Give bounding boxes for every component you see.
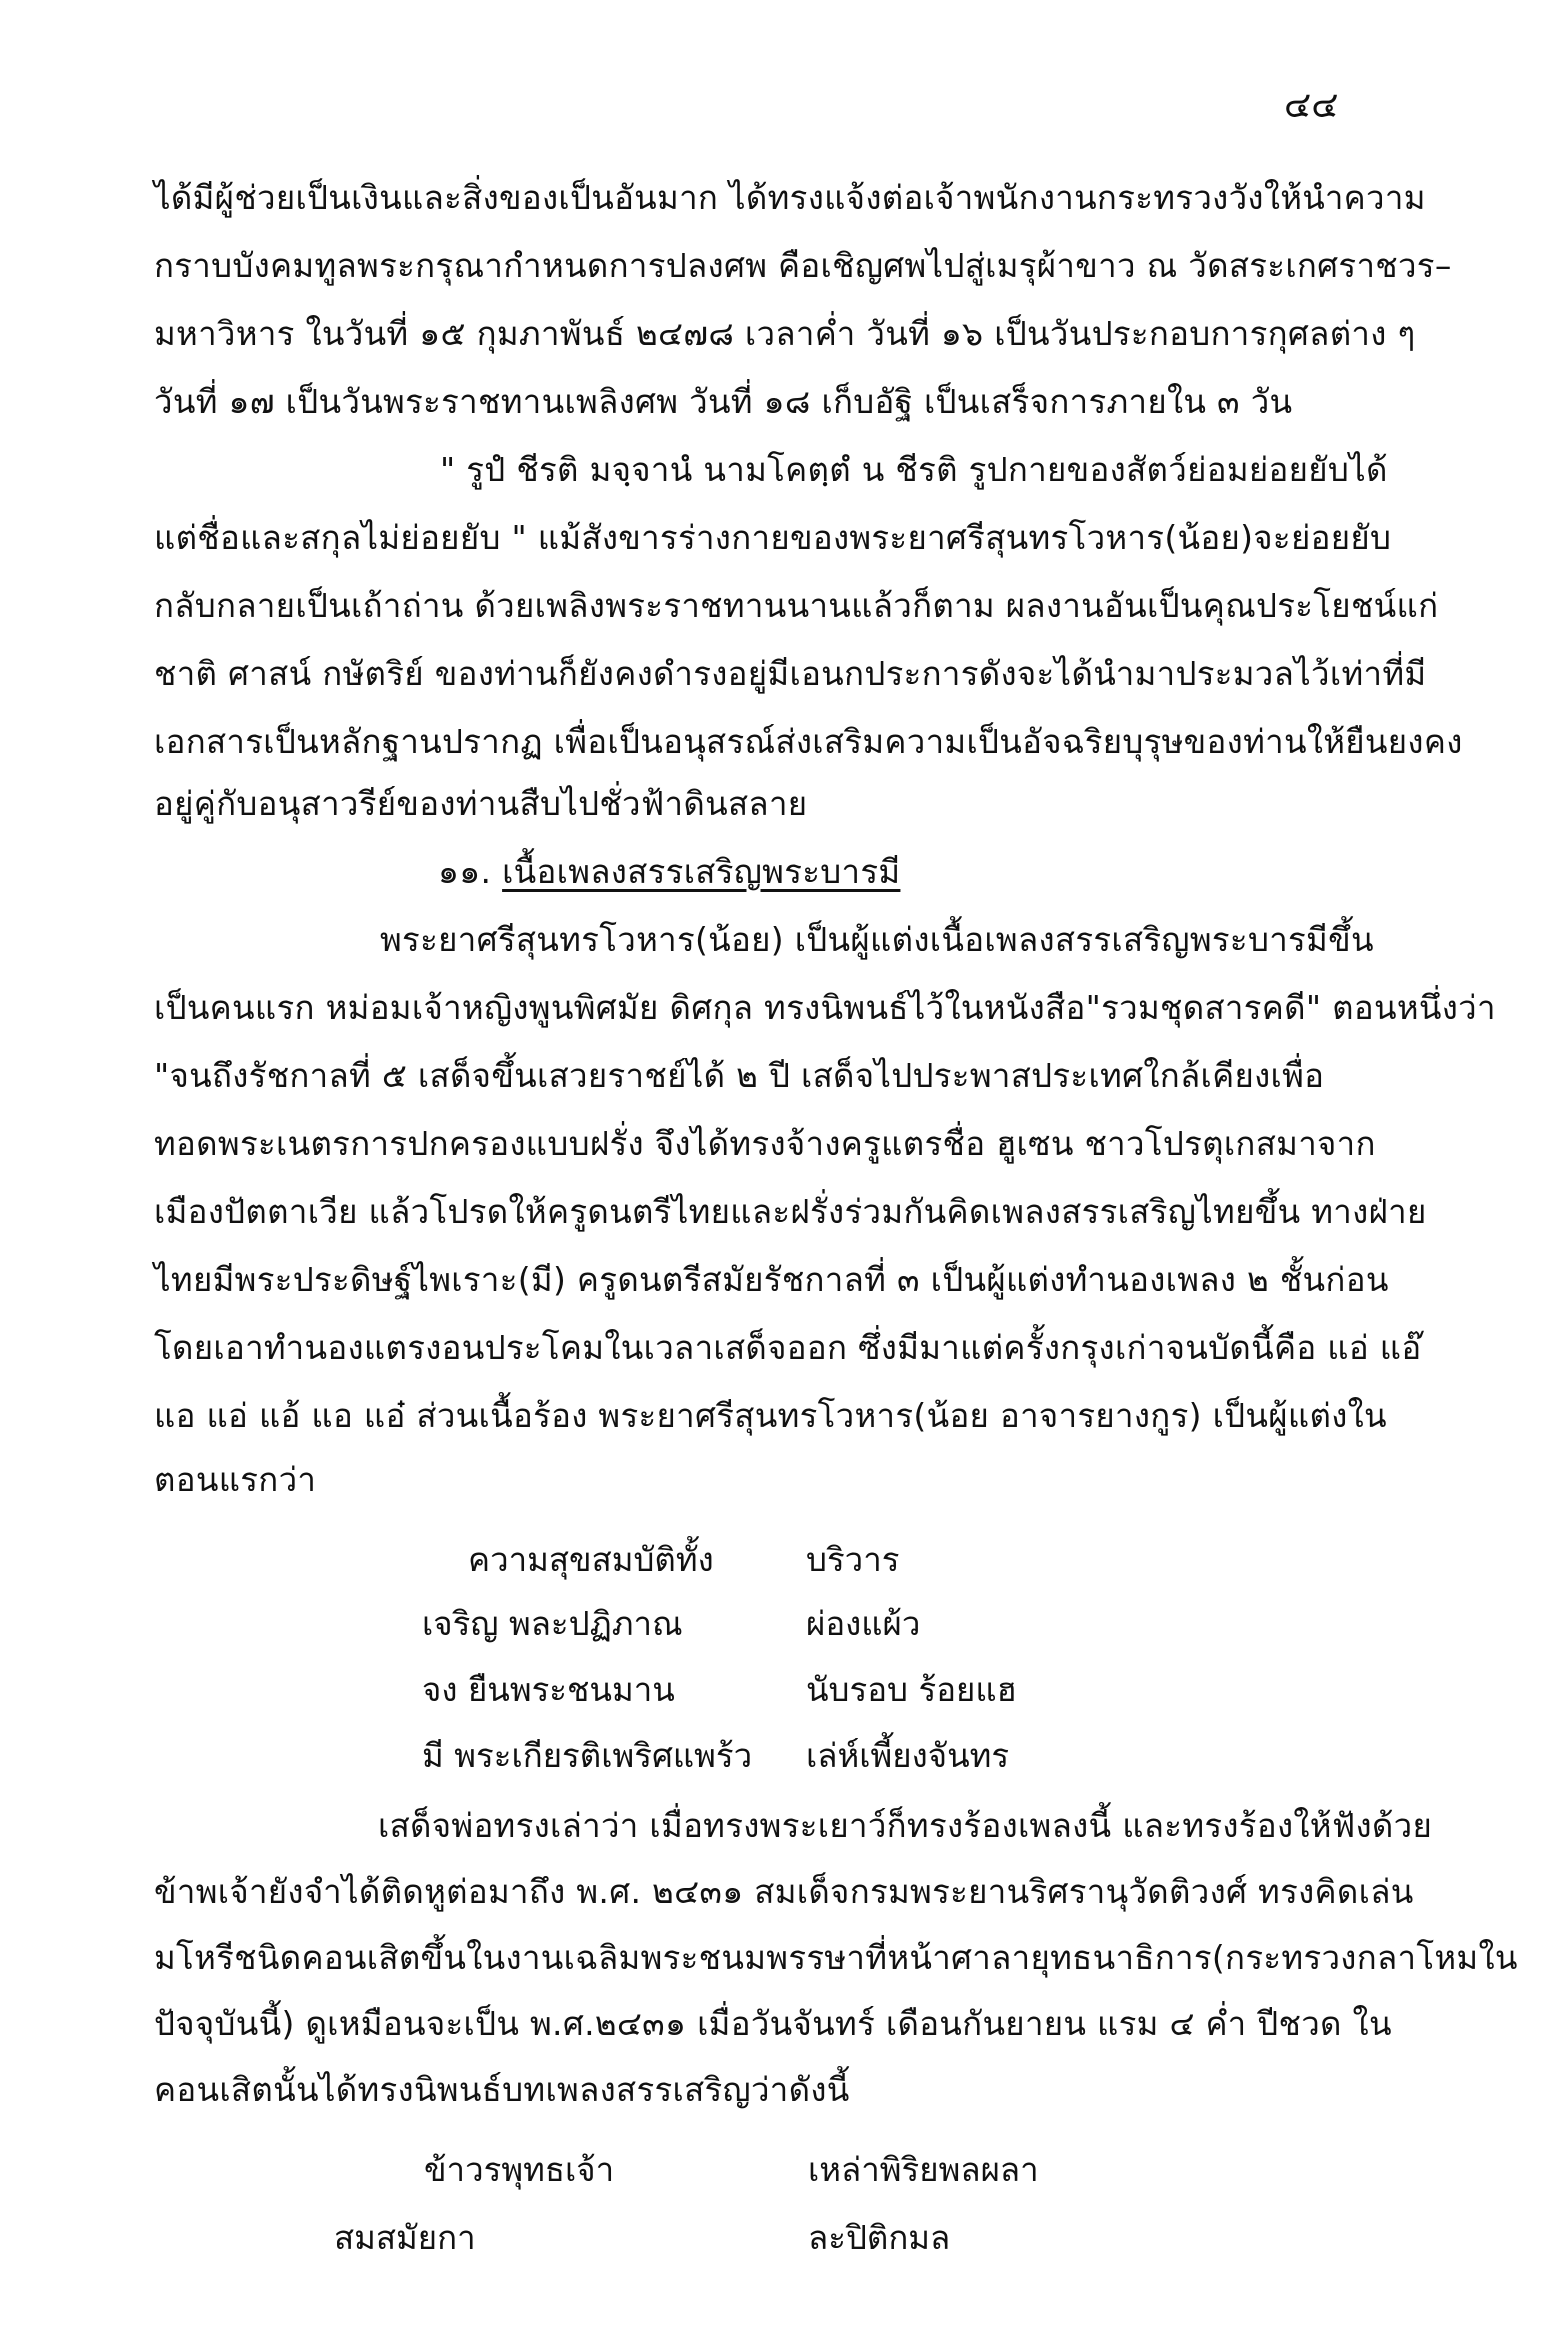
text-line: แต่ชื่อและสกุลไม่ย่อยยับ " แม้สังขารร่างกายของพระยาศรีสุนทรโวหาร(น้อย)จะย่อยยับ: [154, 518, 1392, 557]
text-line: เมืองปัตตาเวีย แล้วโปรดให้ครูดนตรีไทยและฝรั่งร่วมกันคิดเพลงสรรเสริญไทยขึ้น ทางฝ่าย: [154, 1192, 1427, 1231]
verse-line-left: ข้าวรพุทธเจ้า: [424, 2150, 615, 2189]
verse-line-left: สมสมัยกา: [334, 2218, 476, 2257]
verse-line-right: เล่ห์เพี้ยงจันทร: [806, 1736, 1010, 1775]
section-heading: [438, 852, 900, 892]
text-line: โดยเอาทำนองแตรงอนประโคมในเวลาเสด็จออก ซึ่งมีมาแต่ครั้งกรุงเก่าจนบัดนี้คือ แอ่ แอ๊: [154, 1328, 1422, 1367]
text-line: ข้าพเจ้ายังจำได้ติดหูต่อมาถึง พ.ศ. ๒๔๓๑ สมเด็จกรมพระยานริศรานุวัดติวงศ์ ทรงคิดเล่น: [154, 1872, 1414, 1911]
verse-line-left: มี พระเกียรติเพริศแพร้ว: [422, 1736, 753, 1775]
section-title: เนื้อเพลงสรรเสริญพระบารมี: [502, 852, 901, 891]
text-line: ไทยมีพระประดิษฐ์ไพเราะ(มี) ครูดนตรีสมัยรัชกาลที่ ๓ เป็นผู้แต่งทำนองเพลง ๒ ชั้นก่อน: [154, 1260, 1389, 1299]
text-line: แอ แอ่ แอ้ แอ แอ๋ ส่วนเนื้อร้อง พระยาศรีสุนทรโวหาร(น้อย อาจารยางกูร) เป็นผู้แต่งใน: [154, 1396, 1387, 1435]
text-line: ตอนแรกว่า: [154, 1460, 317, 1499]
text-line: คอนเสิตนั้นได้ทรงนิพนธ์บทเพลงสรรเสริญว่าดังนี้: [154, 2070, 850, 2109]
verse-line-right: เหล่าพิริยพลผลา: [808, 2150, 1039, 2189]
verse-line-left: ความสุขสมบัติทั้ง: [468, 1540, 714, 1579]
verse-line-right: นับรอบ ร้อยแฮ: [806, 1670, 1017, 1709]
text-line: เสด็จพ่อทรงเล่าว่า เมื่อทรงพระเยาว์ก็ทรงร้องเพลงนี้ และทรงร้องให้ฟังด้วย: [378, 1806, 1433, 1845]
verse-line-right: ผ่องแผ้ว: [806, 1604, 921, 1643]
page-number: ๔๔: [1284, 85, 1339, 126]
verse-line-left: เจริญ พละปฏิภาณ: [422, 1604, 683, 1643]
section-number: ๑๑.: [438, 852, 492, 891]
text-line: ทอดพระเนตรการปกครองแบบฝรั่ง จึงได้ทรงจ้างครูแตรชื่อ ฮูเซน ชาวโปรตุเกสมาจาก: [154, 1124, 1376, 1163]
text-line: กราบบังคมทูลพระกรุณากำหนดการปลงศพ คือเชิญศพไปสู่เมรุผ้าขาว ณ วัดสระเกศราชวร–: [154, 246, 1452, 285]
verse-line-right: บริวาร: [806, 1540, 900, 1579]
text-line: "จนถึงรัชกาลที่ ๕ เสด็จขึ้นเสวยราชย์ได้ ๒ ปี เสด็จไปประพาสประเทศใกล้เคียงเพื่อ: [154, 1056, 1325, 1095]
text-line: เป็นคนแรก หม่อมเจ้าหญิงพูนพิศมัย ดิศกุล ทรงนิพนธ์ไว้ในหนังสือ"รวมชุดสารคดี" ตอนหนึ่งว่า: [154, 988, 1496, 1027]
text-line: ปัจจุบันนี้) ดูเหมือนจะเป็น พ.ศ.๒๔๓๑ เมื่อวันจันทร์ เดือนกันยายน แรม ๔ ค่ำ ปีชวด ใน: [154, 2004, 1392, 2043]
text-line: กลับกลายเป็นเถ้าถ่าน ด้วยเพลิงพระราชทานนานแล้วก็ตาม ผลงานอันเป็นคุณประโยชน์แก่: [154, 586, 1439, 625]
text-line: " รูปํ ชีรติ มจฺจานํ นามโคตฺตํ น ชีรติ รูปกายของสัตว์ย่อมย่อยยับได้: [440, 450, 1388, 489]
verse-line-right: ละปิติกมล: [808, 2218, 951, 2257]
text-line: ชาติ ศาสน์ กษัตริย์ ของท่านก็ยังคงดำรงอยู่มีเอนกประการดังจะได้นำมาประมวลไว้เท่าที่มี: [154, 654, 1427, 693]
text-line: พระยาศรีสุนทรโวหาร(น้อย) เป็นผู้แต่งเนื้อเพลงสรรเสริญพระบารมีขึ้น: [380, 920, 1374, 959]
verse-line-left: จง ยืนพระชนมาน: [422, 1670, 675, 1709]
text-line: มหาวิหาร ในวันที่ ๑๕ กุมภาพันธ์ ๒๔๗๘ เวลาค่ำ วันที่ ๑๖ เป็นวันประกอบการกุศลต่าง ๆ: [154, 314, 1416, 353]
text-line: ได้มีผู้ช่วยเป็นเงินและสิ่งของเป็นอันมาก ได้ทรงแจ้งต่อเจ้าพนักงานกระทรวงวังให้นำความ: [154, 178, 1426, 217]
text-line: มโหรีชนิดคอนเสิตขึ้นในงานเฉลิมพระชนมพรรษาที่หน้าศาลายุทธนาธิการ(กระทรวงกลาโหมใน: [154, 1938, 1518, 1977]
text-line: วันที่ ๑๗ เป็นวันพระราชทานเพลิงศพ วันที่ ๑๘ เก็บอัฐิ เป็นเสร็จการภายใน ๓ วัน: [154, 382, 1293, 421]
text-line: เอกสารเป็นหลักฐานปรากฏ เพื่อเป็นอนุสรณ์ส่งเสริมความเป็นอัจฉริยบุรุษของท่านให้ยืนยงคง: [154, 722, 1463, 761]
text-line: อยู่คู่กับอนุสาวรีย์ของท่านสืบไปชั่วฟ้าดินสลาย: [154, 784, 808, 823]
